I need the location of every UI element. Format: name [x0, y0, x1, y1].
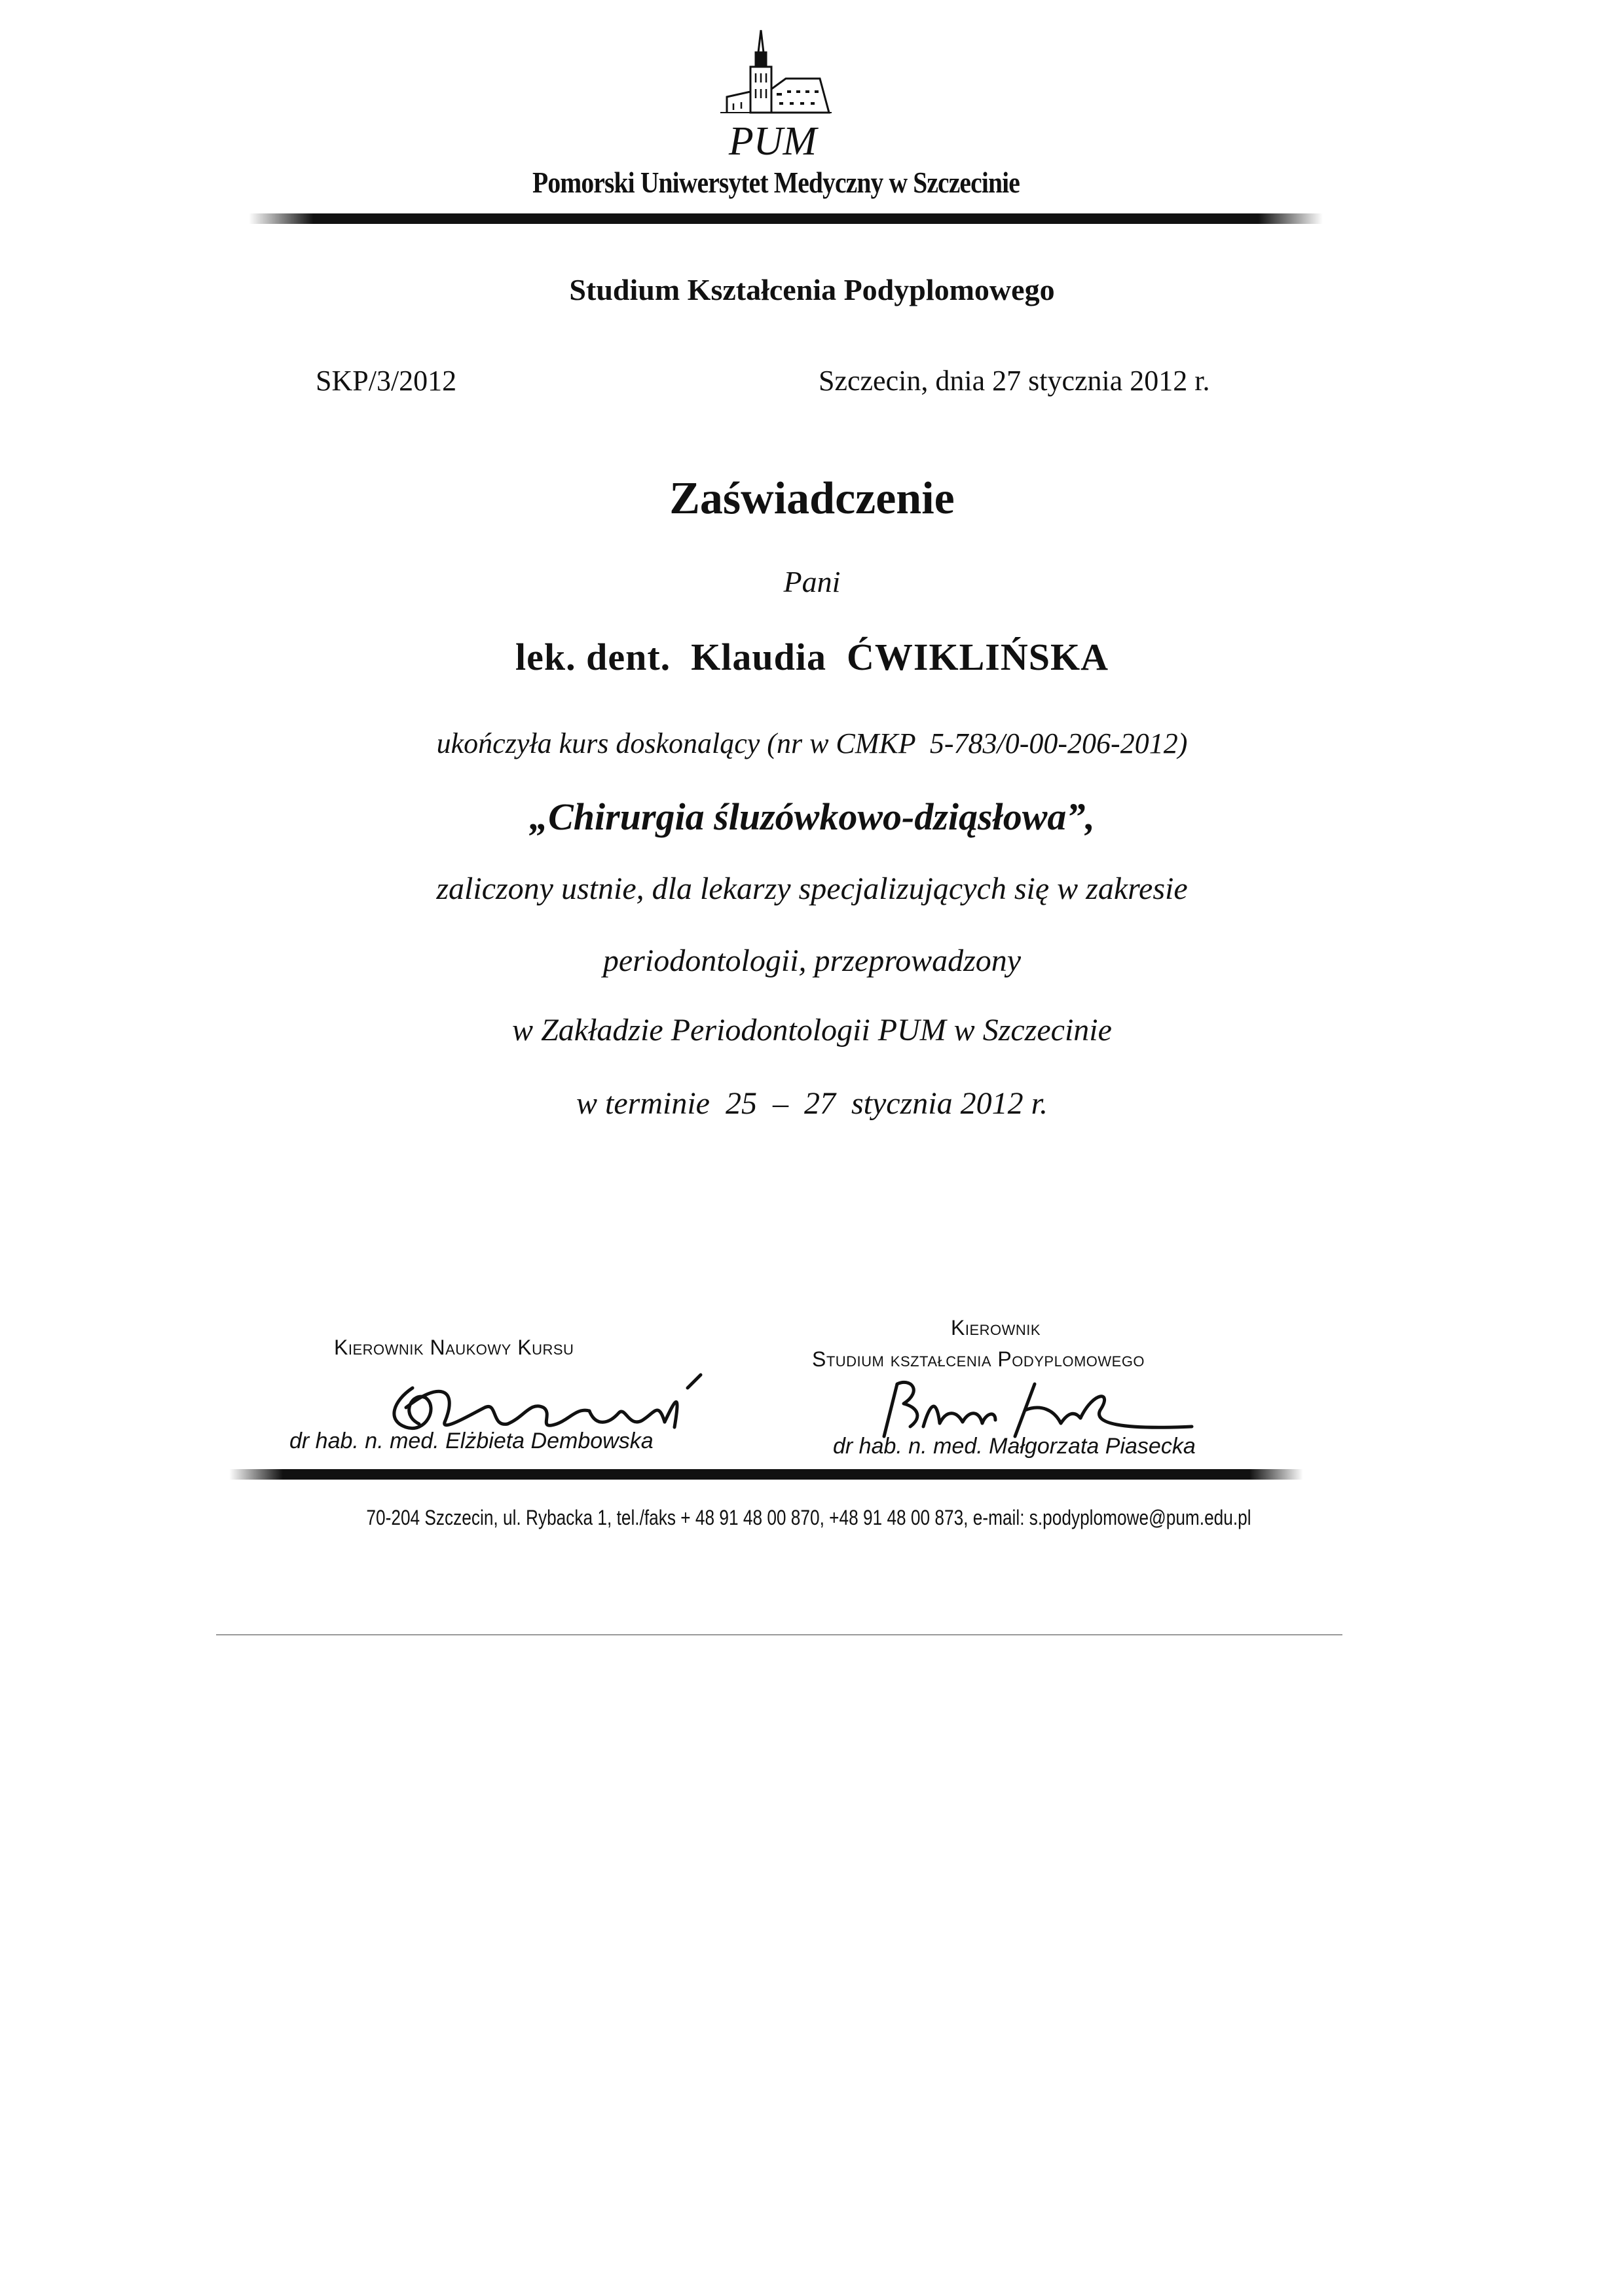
faint-divider	[216, 1634, 1342, 1635]
footer-address: 70-204 Szczecin, ul. Rybacka 1, tel./faks + 48 91 48 00 870, +48 91 48 00 873, e-mail: s.podyplomowe@pum.edu.pl	[366, 1506, 1251, 1529]
right-signatory-name: dr hab. n. med. Małgorzata Piasecka	[833, 1434, 1196, 1459]
header-rule	[249, 213, 1323, 224]
course-dates: w terminie 25 – 27 stycznia 2012 r.	[576, 1086, 1048, 1121]
passing-statement: zaliczony ustnie, dla lekarzy specjalizujących się w zakresie	[436, 871, 1188, 906]
logo-text: PUM	[728, 119, 817, 157]
right-signatory-title-line-2: Studium kształcenia Podyplomowego	[812, 1347, 1145, 1371]
left-signatory-title: Kierownik Naukowy Kursu	[334, 1336, 574, 1359]
unit-name: Studium Kształcenia Podyplomowego	[569, 273, 1055, 306]
reference-number: SKP/3/2012	[316, 365, 457, 397]
place-and-date: Szczecin, dnia 27 stycznia 2012 r.	[819, 365, 1210, 397]
completion-statement: ukończyła kurs doskonalący (nr w CMKP 5-783/0-00-206-2012)	[436, 727, 1188, 759]
course-name: „Chirurgia śluzówkowo-dziąsłowa”,	[529, 795, 1095, 838]
footer-rule	[229, 1469, 1303, 1480]
salutation: Pani	[783, 565, 841, 598]
field-statement: periodontologii, przeprowadzony	[602, 943, 1022, 978]
university-logo	[707, 26, 838, 157]
department-statement: w Zakładzie Periodontologii PUM w Szczecinie	[512, 1013, 1112, 1048]
document-title: Zaświadczenie	[669, 473, 955, 524]
university-name: Pomorski Uniwersytet Medyczny w Szczecinie	[532, 166, 1020, 199]
right-signatory-title-line-1: Kierownik	[951, 1316, 1041, 1339]
left-signatory-name: dr hab. n. med. Elżbieta Dembowska	[289, 1429, 654, 1453]
recipient-name: lek. dent. Klaudia ĆWIKLIŃSKA	[515, 636, 1109, 678]
